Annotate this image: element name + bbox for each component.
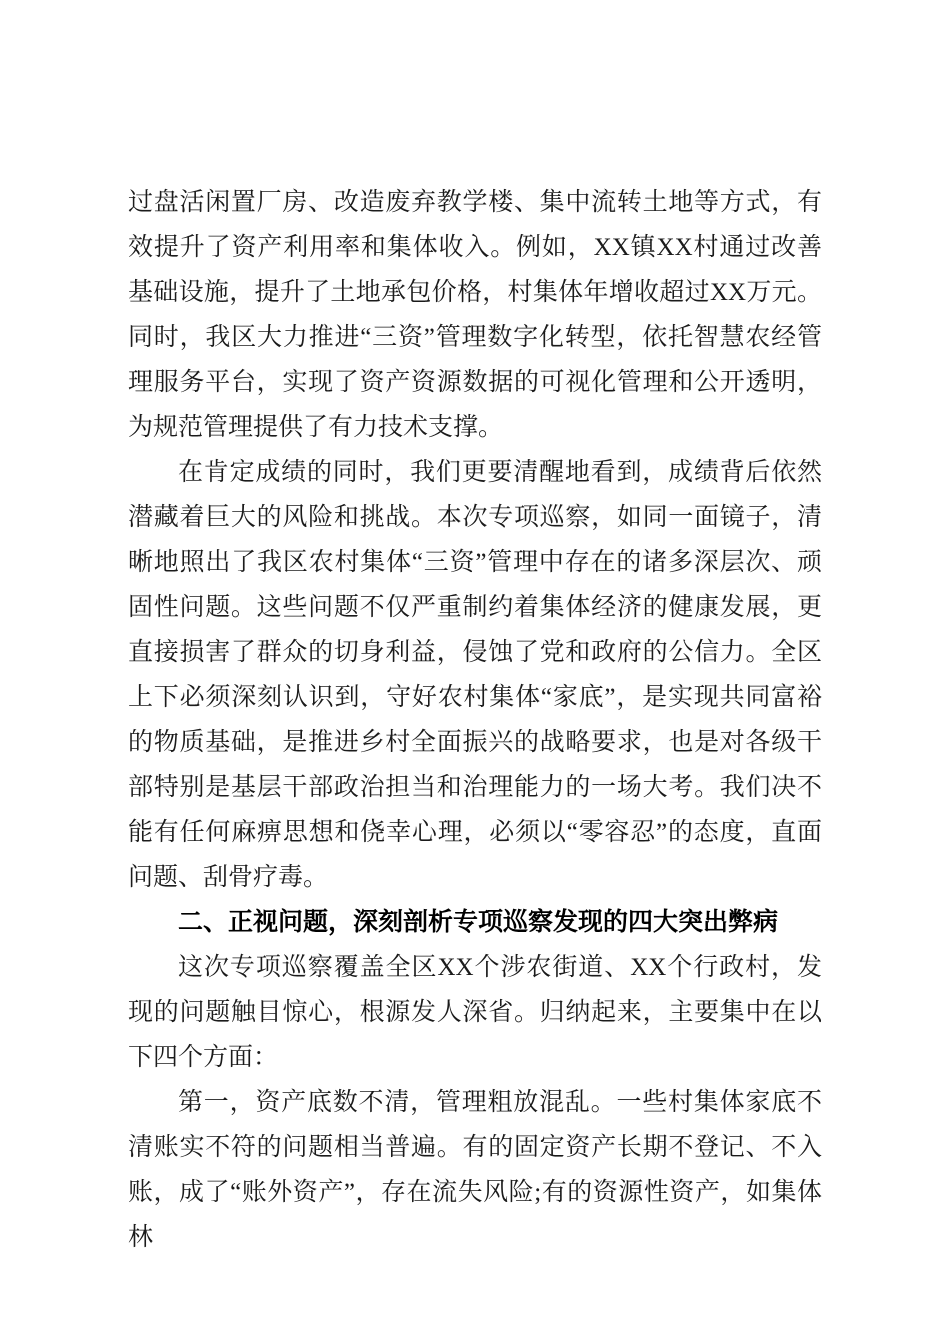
section-heading-part-two: 二、正视问题，深刻剖析专项巡察发现的四大突出弊病: [178, 909, 779, 936]
paragraph-inspection-scope: 这次专项巡察覆盖全区XX个涉农街道、XX个行政村，发现的问题触目惊心，根源发人深省。归纳起来，主要集中在以下四个方面：: [128, 954, 822, 1071]
paragraph-achievements-continuation: 过盘活闲置厂房、改造废弃教学楼、集中流转土地等方式，有效提升了资产利用率和集体收入。例如，XX镇XX村通过改善基础设施，提升了土地承包价格，村集体年增收超过XX万元。同时，我区大力推进“三资”管理数字化转型，依托智慧农经管理服务平台，实现了资产资源数据的可视化管理和公开透明，为规范管理提供了有力技术支撑。: [128, 189, 822, 441]
paragraph-risks-warning: 在肯定成绩的同时，我们更要清醒地看到，成绩背后依然潜藏着巨大的风险和挑战。本次专项巡察，如同一面镜子，清晰地照出了我区农村集体“三资”管理中存在的诸多深层次、顽固性问题。这些问题不仅严重制约着集体经济的健康发展，更直接损害了群众的切身利益，侵蚀了党和政府的公信力。全区上下必须深刻认识到，守好农村集体“家底”，是实现共同富裕的物质基础，是推进乡村全面振兴的战略要求，也是对各级干部特别是基层干部政治担当和治理能力的一场大考。我们决不能有任何麻痹思想和侥幸心理，必须以“零容忍”的态度，直面问题、刮骨疗毒。: [128, 459, 822, 891]
document-body: [128, 180, 822, 1260]
paragraph-problem-one: 第一，资产底数不清，管理粗放混乱。一些村集体家底不清账实不符的问题相当普遍。有的固定资产长期不登记、不入账，成了“账外资产”，存在流失风险;有的资源性资产，如集体林: [128, 1089, 822, 1251]
